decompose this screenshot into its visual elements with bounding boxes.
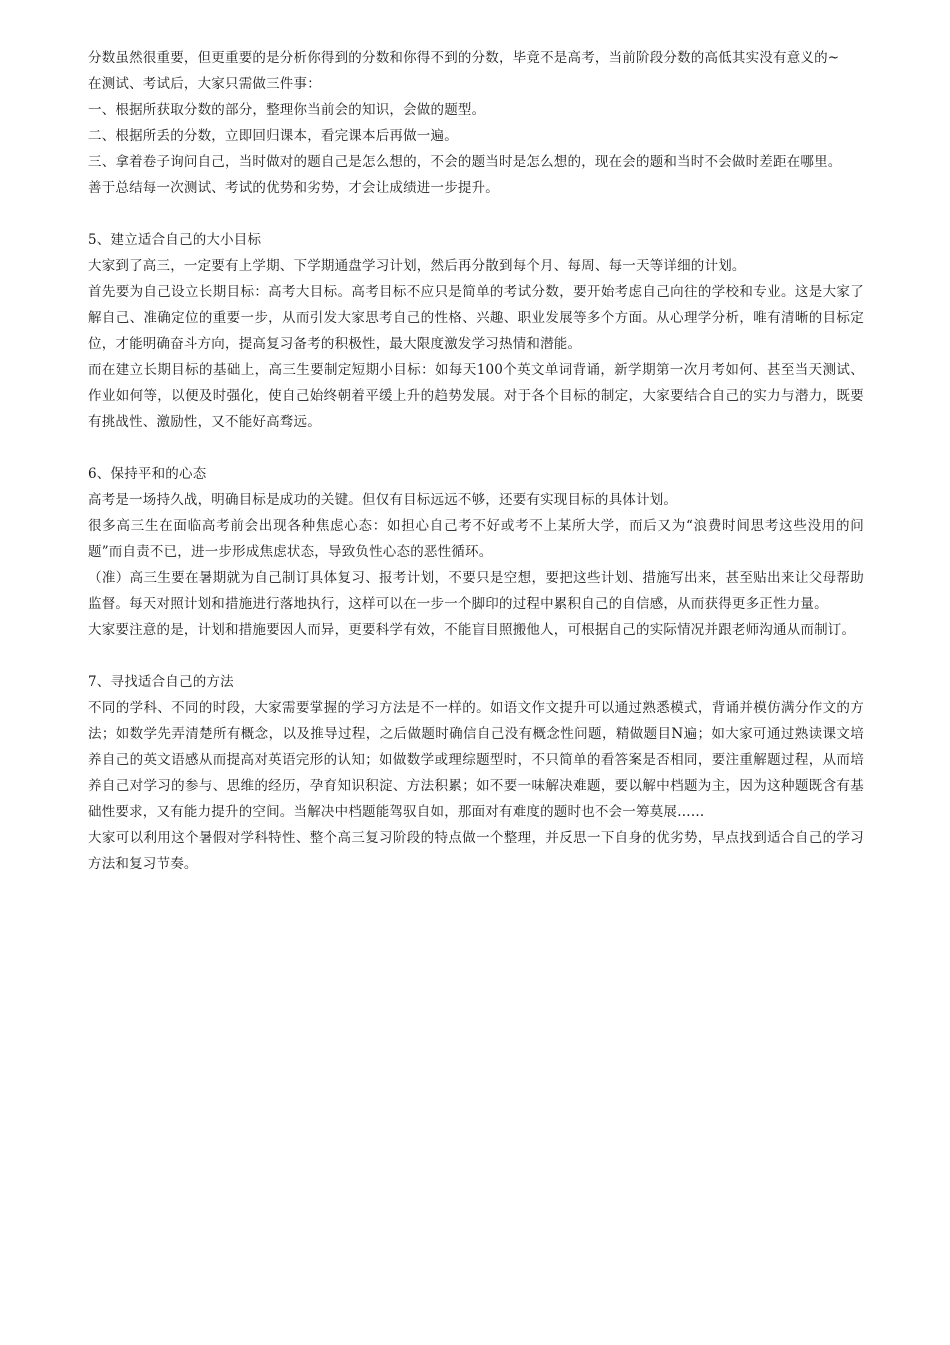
section-6 xyxy=(88,461,864,643)
section-5-heading: 5、建立适合自己的大小目标 xyxy=(88,232,262,248)
intro-section xyxy=(88,45,864,201)
section-6-paragraph: 高考是一场持久战，明确目标是成功的关键。但仅有目标远远不够，还要有实现目标的具体计划。 xyxy=(88,492,678,508)
intro-paragraph-score: 分数虽然很重要，但更重要的是分析你得到的分数和你得不到的分数，毕竟不是高考，当前阶段分数的高低其实没有意义的~ xyxy=(88,50,840,66)
section-7-paragraph: 不同的学科、不同的时段，大家需要掌握的学习方法是不一样的。如语文作文提升可以通过熟悉模式，背诵并模仿满分作文的方法；如数学先弄清楚所有概念，以及推导过程，之后做题时确信自己没有概念性问题，精做题目N遍；如大家可通过熟读课文培养自己的英文语感从而提高对英语完形的认知；如做数学或理综题型时，不只简单的看答案是否相同，要注重解题过程，从而培养自己对学习的参与、思维的经历，孕育知识积淀、方法积累；如不要一味解决难题，要以解中档题为主，因为这种题既含有基础性要求，又有能力提升的空间。当解决中档题能驾驭自如，那面对有难度的题时也不会一筹莫展…… xyxy=(88,700,864,820)
intro-item-two: 二、根据所丢的分数，立即回归课本，看完课本后再做一遍。 xyxy=(88,128,458,144)
section-5-paragraph: 大家到了高三，一定要有上学期、下学期通盘学习计划，然后再分散到每个月、每周、每一天等详细的计划。 xyxy=(88,258,746,274)
spacer xyxy=(88,435,864,461)
intro-paragraph-three-things: 在测试、考试后，大家只需做三件事： xyxy=(88,76,321,92)
section-7-heading: 7、寻找适合自己的方法 xyxy=(88,674,234,690)
intro-paragraph-summary: 善于总结每一次测试、考试的优势和劣势，才会让成绩进一步提升。 xyxy=(88,180,499,196)
spacer xyxy=(88,201,864,227)
section-5-paragraph: 首先要为自己设立长期目标：高考大目标。高考目标不应只是简单的考试分数，要开始考虑自己向往的学校和专业。这是大家了解自己、准确定位的重要一步，从而引发大家思考自己的性格、兴趣、职业发展等多个方面。从心理学分析，唯有清晰的目标定位，才能明确奋斗方向，提高复习备考的积极性，最大限度激发学习热情和潜能。 xyxy=(88,284,864,352)
section-5-paragraph: 而在建立长期目标的基础上，高三生要制定短期小目标：如每天100个英文单词背诵，新学期第一次月考如何、甚至当天测试、作业如何等，以便及时强化，使自己始终朝着平缓上升的趋势发展。对于各个目标的制定，大家要结合自己的实力与潜力，既要有挑战性、激励性，又不能好高骛远。 xyxy=(88,362,864,430)
section-6-paragraph: 很多高三生在面临高考前会出现各种焦虑心态：如担心自己考不好或考不上某所大学，而后又为“浪费时间思考这些没用的问题”而自责不已，进一步形成焦虑状态，导致负性心态的恶性循环。 xyxy=(88,518,864,560)
section-6-paragraph: （准）高三生要在暑期就为自己制订具体复习、报考计划，不要只是空想，要把这些计划、措施写出来，甚至贴出来让父母帮助监督。每天对照计划和措施进行落地执行，这样可以在一步一个脚印的过程中累积自己的自信感，从而获得更多正性力量。 xyxy=(88,570,864,612)
section-5 xyxy=(88,227,864,435)
intro-item-three: 三、拿着卷子询问自己，当时做对的题自己是怎么想的，不会的题当时是怎么想的，现在会的题和当时不会做时差距在哪里。 xyxy=(88,154,842,170)
section-7 xyxy=(88,669,864,877)
section-6-paragraph: 大家要注意的是，计划和措施要因人而异，更要科学有效，不能盲目照搬他人，可根据自己的实际情况并跟老师沟通从而制订。 xyxy=(88,622,856,638)
document-page xyxy=(88,45,864,877)
intro-item-one: 一、根据所获取分数的部分，整理你当前会的知识，会做的题型。 xyxy=(88,102,486,118)
spacer xyxy=(88,643,864,669)
section-6-heading: 6、保持平和的心态 xyxy=(88,466,207,482)
section-7-paragraph: 大家可以利用这个暑假对学科特性、整个高三复习阶段的特点做一个整理，并反思一下自身的优劣势，早点找到适合自己的学习方法和复习节奏。 xyxy=(88,830,864,872)
